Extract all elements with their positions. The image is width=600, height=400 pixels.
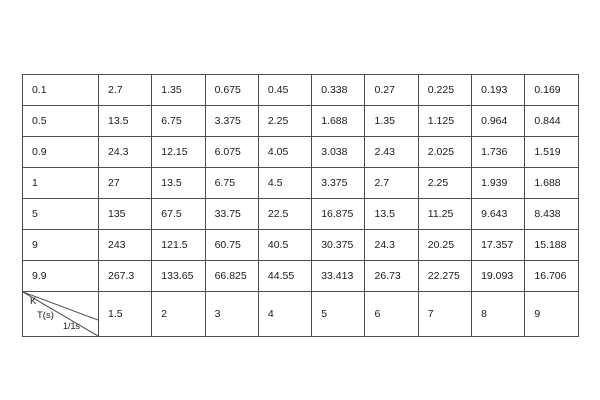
cell: 33.413 [312,261,365,292]
cell: 121.5 [152,230,205,261]
cell: 30.375 [312,230,365,261]
cell: 1.35 [365,106,418,137]
cell: 0.338 [312,75,365,106]
cell: 0.27 [365,75,418,106]
corner-bottom-label: 1/1s [63,321,81,331]
cell: 0.225 [418,75,471,106]
footer-cell: 9 [525,292,578,337]
footer-cell: 5 [312,292,365,337]
cell: 16.706 [525,261,578,292]
cell: 22.5 [258,199,311,230]
cell: 3.038 [312,137,365,168]
cell: 2.7 [99,75,152,106]
cell: 67.5 [152,199,205,230]
cell: 8.438 [525,199,578,230]
cell: 135 [99,199,152,230]
cell: 17.357 [472,230,525,261]
cell: 2.25 [418,168,471,199]
footer-cell: 4 [258,292,311,337]
footer-cell: 1.5 [99,292,152,337]
corner-left-label: T(s) [37,310,54,321]
footer-cell: 7 [418,292,471,337]
cell: 22.275 [418,261,471,292]
cell: 1.35 [152,75,205,106]
cell: 66.825 [205,261,258,292]
table-row [23,199,579,230]
cell: 133.65 [152,261,205,292]
cell: 1 [23,168,99,199]
cell: 0.844 [525,106,578,137]
cell: 4.5 [258,168,311,199]
cell: 6.75 [205,168,258,199]
cell: 1.519 [525,137,578,168]
cell: 2.025 [418,137,471,168]
table-row [23,230,579,261]
cell: 12.15 [152,137,205,168]
table-row [23,168,579,199]
cell: 20.25 [418,230,471,261]
cell: 9 [23,230,99,261]
cell: 27 [99,168,152,199]
cell: 6.75 [152,106,205,137]
cell: 0.5 [23,106,99,137]
cell: 9.9 [23,261,99,292]
cell: 0.964 [472,106,525,137]
cell: 2.25 [258,106,311,137]
corner-header-cell [23,292,99,337]
footer-cell: 3 [205,292,258,337]
table-footer-row [23,292,579,337]
cell: 1.688 [312,106,365,137]
cell: 267.3 [99,261,152,292]
footer-cell: 8 [472,292,525,337]
cell: 0.9 [23,137,99,168]
cell: 4.05 [258,137,311,168]
cell: 3.375 [312,168,365,199]
cell: 1.125 [418,106,471,137]
footer-cell: 2 [152,292,205,337]
cell: 0.45 [258,75,311,106]
table-row [23,106,579,137]
cell: 15.188 [525,230,578,261]
cell: 44.55 [258,261,311,292]
cell: 9.643 [472,199,525,230]
cell: 3.375 [205,106,258,137]
cell: 13.5 [365,199,418,230]
footer-cell: 6 [365,292,418,337]
cell: 1.736 [472,137,525,168]
table-row [23,75,579,106]
cell: 19.093 [472,261,525,292]
corner-top-label: K [30,296,37,307]
cell: 1.688 [525,168,578,199]
table-body [23,75,579,337]
cell: 33.75 [205,199,258,230]
cell: 2.43 [365,137,418,168]
table-row [23,137,579,168]
cell: 24.3 [99,137,152,168]
cell: 2.7 [365,168,418,199]
cell: 16.875 [312,199,365,230]
cell: 5 [23,199,99,230]
cell: 0.193 [472,75,525,106]
cell: 11.25 [418,199,471,230]
cell: 13.5 [99,106,152,137]
cell: 0.169 [525,75,578,106]
cell: 60.75 [205,230,258,261]
data-table-container [22,74,578,337]
data-table [22,74,579,337]
cell: 26.73 [365,261,418,292]
cell: 24.3 [365,230,418,261]
cell: 243 [99,230,152,261]
cell: 0.675 [205,75,258,106]
cell: 40.5 [258,230,311,261]
cell: 6.075 [205,137,258,168]
cell: 13.5 [152,168,205,199]
cell: 1.939 [472,168,525,199]
cell: 0.1 [23,75,99,106]
table-row [23,261,579,292]
